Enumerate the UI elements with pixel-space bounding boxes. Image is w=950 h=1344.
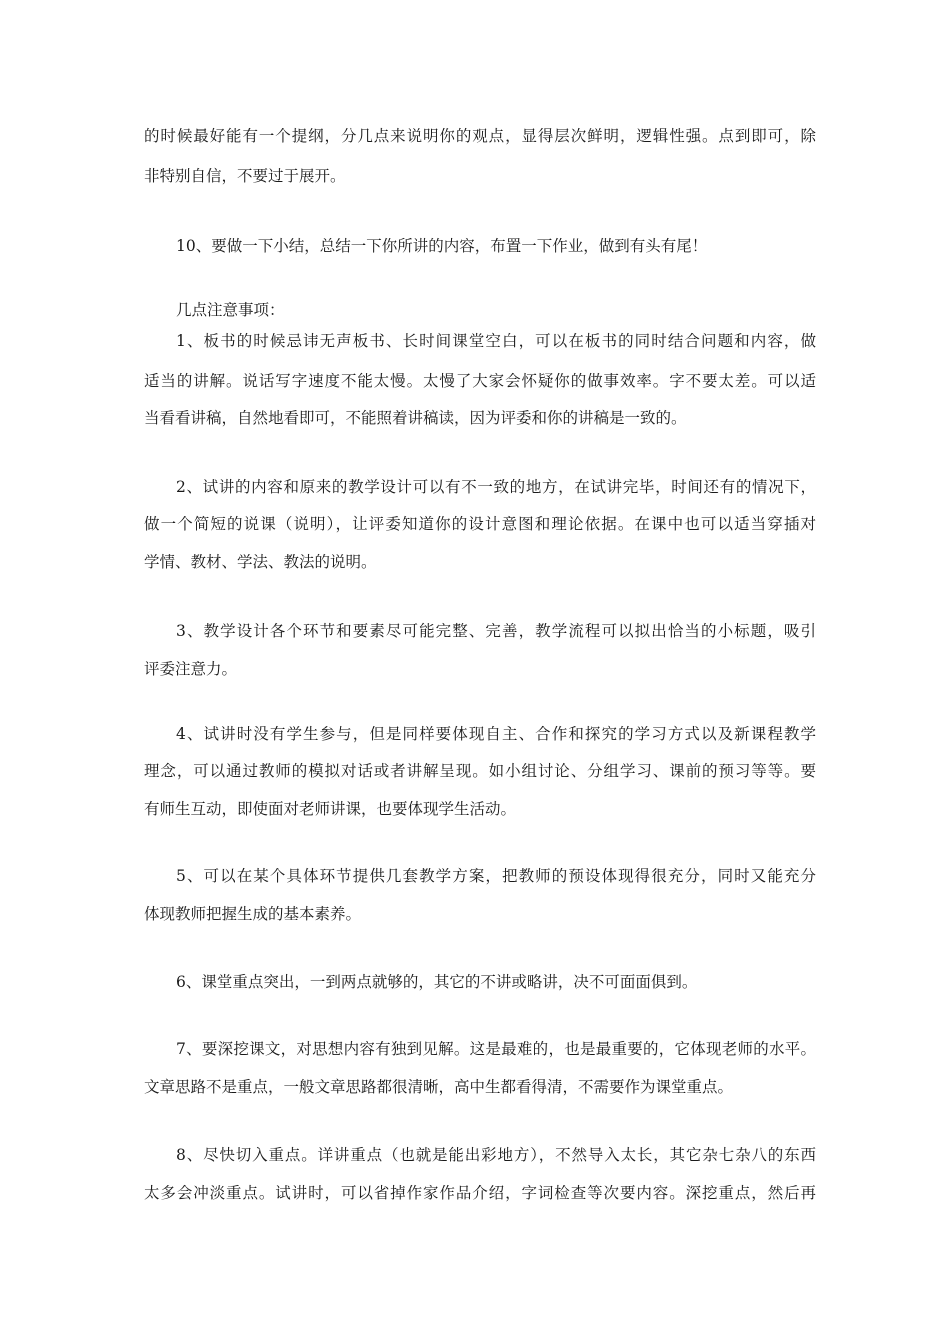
text-line: 5、可以在某个具体环节提供几套教学方案，把教师的预设体现得很充分，同时又能充分 — [176, 867, 816, 885]
text-line: 做一个简短的说课（说明），让评委知道你的设计意图和理论依据。在课中也可以适当穿插对 — [144, 515, 816, 533]
text-line: 理念，可以通过教师的模拟对话或者讲解呈现。如小组讨论、分组学习、课前的预习等等。要 — [144, 762, 816, 780]
text-line: 评委注意力。 — [144, 660, 238, 678]
text-line: 体现教师把握生成的基本素养。 — [144, 905, 362, 923]
text-line: 太多会冲淡重点。试讲时，可以省掉作家作品介绍，字词检查等次要内容。深挖重点，然后再 — [144, 1184, 816, 1202]
text-line: 学情、教材、学法、教法的说明。 — [144, 553, 377, 571]
section-heading: 几点注意事项： — [176, 301, 285, 319]
text-line: 8、尽快切入重点。详讲重点（也就是能出彩地方），不然导入太长，其它杂七杂八的东西 — [176, 1146, 816, 1164]
text-line: 非特别自信，不要过于展开。 — [144, 167, 346, 185]
text-line: 2、试讲的内容和原来的教学设计可以有不一致的地方，在试讲完毕，时间还有的情况下， — [176, 478, 816, 496]
text-line: 1、板书的时候忌讳无声板书、长时间课堂空白，可以在板书的同时结合问题和内容，做 — [176, 332, 816, 350]
text-line: 当看看讲稿，自然地看即可，不能照着讲稿读，因为评委和你的讲稿是一致的。 — [144, 409, 687, 427]
text-line: 4、试讲时没有学生参与，但是同样要体现自主、合作和探究的学习方式以及新课程教学 — [176, 725, 816, 743]
text-line: 6、课堂重点突出，一到两点就够的，其它的不讲或略讲，决不可面面俱到。 — [176, 973, 698, 991]
text-line: 文章思路不是重点，一般文章思路都很清晰，高中生都看得清，不需要作为课堂重点。 — [144, 1078, 734, 1096]
text-line: 的时候最好能有一个提纲，分几点来说明你的观点，显得层次鲜明，逻辑性强。点到即可，除 — [144, 127, 816, 145]
text-line: 3、教学设计各个环节和要素尽可能完整、完善，教学流程可以拟出恰当的小标题，吸引 — [176, 622, 816, 640]
text-line: 适当的讲解。说话写字速度不能太慢。太慢了大家会怀疑你的做事效率。字不要太差。可以适 — [144, 372, 816, 390]
text-line: 有师生互动，即使面对老师讲课，也要体现学生活动。 — [144, 800, 517, 818]
text-line: 7、要深挖课文，对思想内容有独到见解。这是最难的，也是最重要的，它体现老师的水平。 — [176, 1040, 816, 1058]
text-line: 10、要做一下小结，总结一下你所讲的内容，布置一下作业，做到有头有尾！ — [176, 237, 708, 255]
